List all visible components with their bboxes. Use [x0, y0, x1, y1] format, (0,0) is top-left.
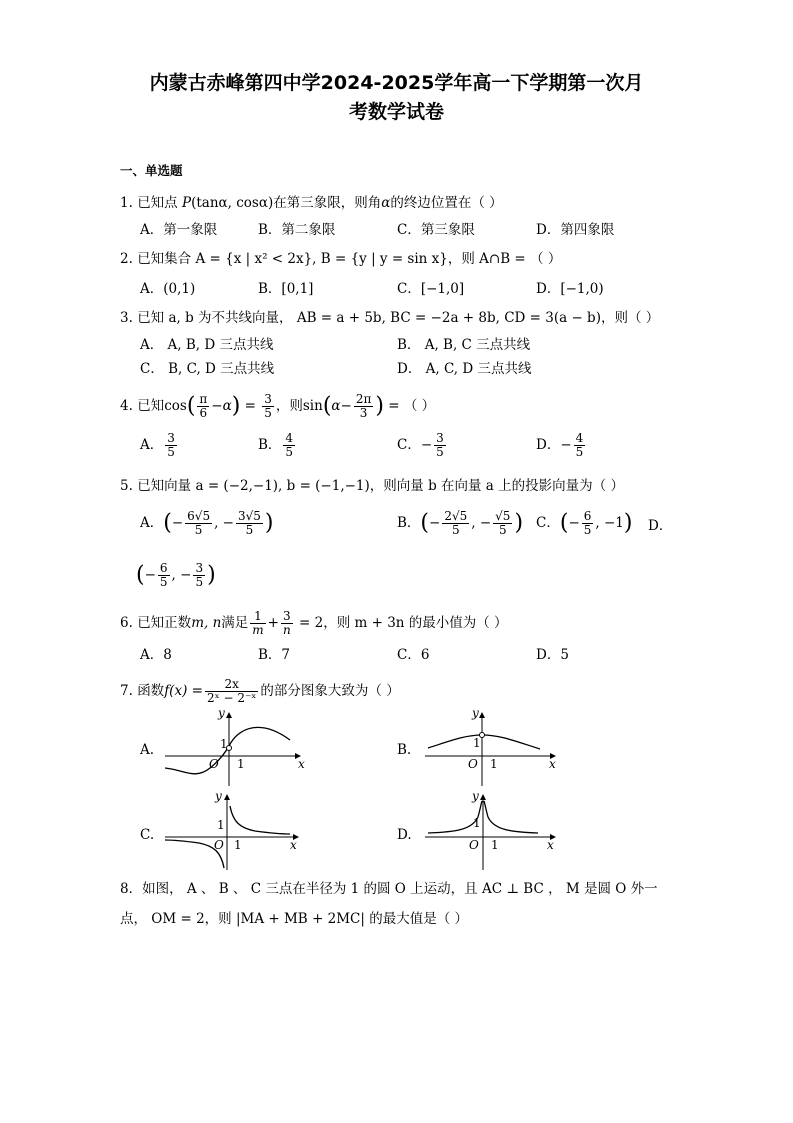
q6-option-a: A．8: [140, 647, 172, 663]
q4-option-b: B． $\frac{4}{5}$: [258, 431, 294, 459]
q4-option-d: D．− $\frac{4}{5}$: [536, 431, 584, 459]
svg-text:O: O: [209, 757, 219, 771]
svg-text:1: 1: [234, 838, 242, 852]
graph-b: [420, 708, 565, 788]
q3-option-c: C． B, C, D 三点共线: [140, 361, 275, 377]
question-1: 1. 已知点 P(tanα, cosα)在第三象限，则角α的终边位置在（ ）: [120, 195, 503, 211]
question-5: 5. 已知向量 a = (−2,−1), b = (−1,−1)，则向量 b 在向量 a 上的投影向量为（ ）: [120, 478, 624, 494]
q3-option-a: A． A, B, D 三点共线: [140, 337, 274, 353]
question-8-line1: 8．如图， A 、 B 、 C 三点在半径为 1 的圆 O 上运动，且 AC ⊥ BC ， M 是圆 O 外一: [120, 881, 658, 897]
question-8-line2: 点， OM = 2，则 |MA + MB + 2MC| 的最大值是（ ）: [120, 911, 468, 927]
q5-option-c: C．(− $\frac{6}{5}$ , −1): [536, 509, 633, 537]
q6-option-c: C．6: [397, 647, 430, 663]
q1-option-b: B．第二象限: [258, 222, 336, 238]
svg-text:1: 1: [237, 757, 245, 771]
q6-option-d: D．5: [536, 647, 569, 663]
question-3: 3. 已知 a, b 为不共线向量， AB = a + 5b, BC = −2a + 8b, CD = 3(a − b)，则（ ）: [120, 310, 660, 326]
q3-option-d: D． A, C, D 三点共线: [397, 361, 532, 377]
svg-text:O: O: [469, 838, 479, 852]
svg-text:x: x: [549, 757, 556, 771]
q7-option-a: A.: [140, 742, 155, 758]
section-heading: 一、单选题: [120, 163, 183, 178]
q5-option-b: B．(− $\frac{2√5}{5}$ , − $\frac{√5}{5}$ ): [397, 509, 524, 537]
q2-option-a: A．(0,1): [140, 281, 196, 297]
question-6: 6. 已知正数m, n满足 $\frac{1}{m}$ + $\frac{3}{n}$ = 2，则 m + 3n 的最小值为（ ）: [120, 609, 508, 637]
svg-text:y: y: [218, 708, 225, 720]
q1-option-d: D．第四象限: [536, 222, 615, 238]
doc-title-line1: 内蒙古赤峰第四中学2024-2025学年高一下学期第一次月: [149, 72, 644, 94]
q7-option-b: B.: [397, 742, 412, 758]
q7-option-d: D.: [397, 827, 412, 843]
svg-text:O: O: [214, 838, 224, 852]
graph-c: [160, 792, 305, 872]
svg-text:x: x: [298, 757, 305, 771]
q5-option-d: (− $\frac{6}{5}$ , − $\frac{3}{5}$ ): [136, 561, 216, 589]
q7-option-c: C.: [140, 827, 155, 843]
question-7: 7. 函数f(x) = $\frac{2x}{\text{2ˣ − 2⁻ˣ}}$ 的部分图象大致为（ ）: [120, 677, 400, 705]
graph-d: [420, 792, 565, 872]
svg-text:1: 1: [220, 737, 228, 751]
svg-text:O: O: [468, 757, 478, 771]
svg-text:y: y: [215, 792, 222, 803]
svg-text:1: 1: [490, 757, 498, 771]
svg-text:1: 1: [217, 818, 225, 832]
svg-text:y: y: [472, 792, 479, 803]
q1-option-a: A．第一象限: [140, 222, 218, 238]
q2-option-b: B．[0,1]: [258, 281, 314, 297]
graph-a: [160, 708, 305, 788]
q4-option-c: C．− $\frac{3}{5}$: [397, 431, 444, 459]
q2-option-d: D．[−1,0): [536, 281, 604, 297]
svg-text:1: 1: [473, 816, 481, 830]
svg-text:x: x: [547, 838, 554, 852]
q2-option-c: C．[−1,0]: [397, 281, 465, 297]
q3-option-b: B． A, B, C 三点共线: [397, 337, 531, 353]
doc-title-line2: 考数学试卷: [348, 101, 444, 123]
q1-option-c: C．第三象限: [397, 222, 475, 238]
svg-text:1: 1: [491, 838, 499, 852]
question-2: 2. 已知集合 A = {x | x² < 2x}, B = {y | y = sin x}，则 A∩B = （ ）: [120, 251, 562, 267]
q5-option-a: A．(− $\frac{6√5}{5}$ , − $\frac{3√5}{5}$ ): [140, 509, 274, 537]
q6-option-b: B．7: [258, 647, 291, 663]
svg-text:y: y: [472, 708, 479, 720]
q4-option-a: A． $\frac{3}{5}$: [140, 431, 175, 459]
svg-text:1: 1: [473, 736, 481, 750]
svg-text:x: x: [290, 838, 297, 852]
q5-option-d-label: D．: [648, 518, 673, 534]
question-4: 4. 已知cos( $\frac{\pi}{6}$ −α) = $\frac{3}{5}$ ，则sin(α− $\frac{2\pi}{3}$ ) = （ ）: [120, 392, 436, 420]
